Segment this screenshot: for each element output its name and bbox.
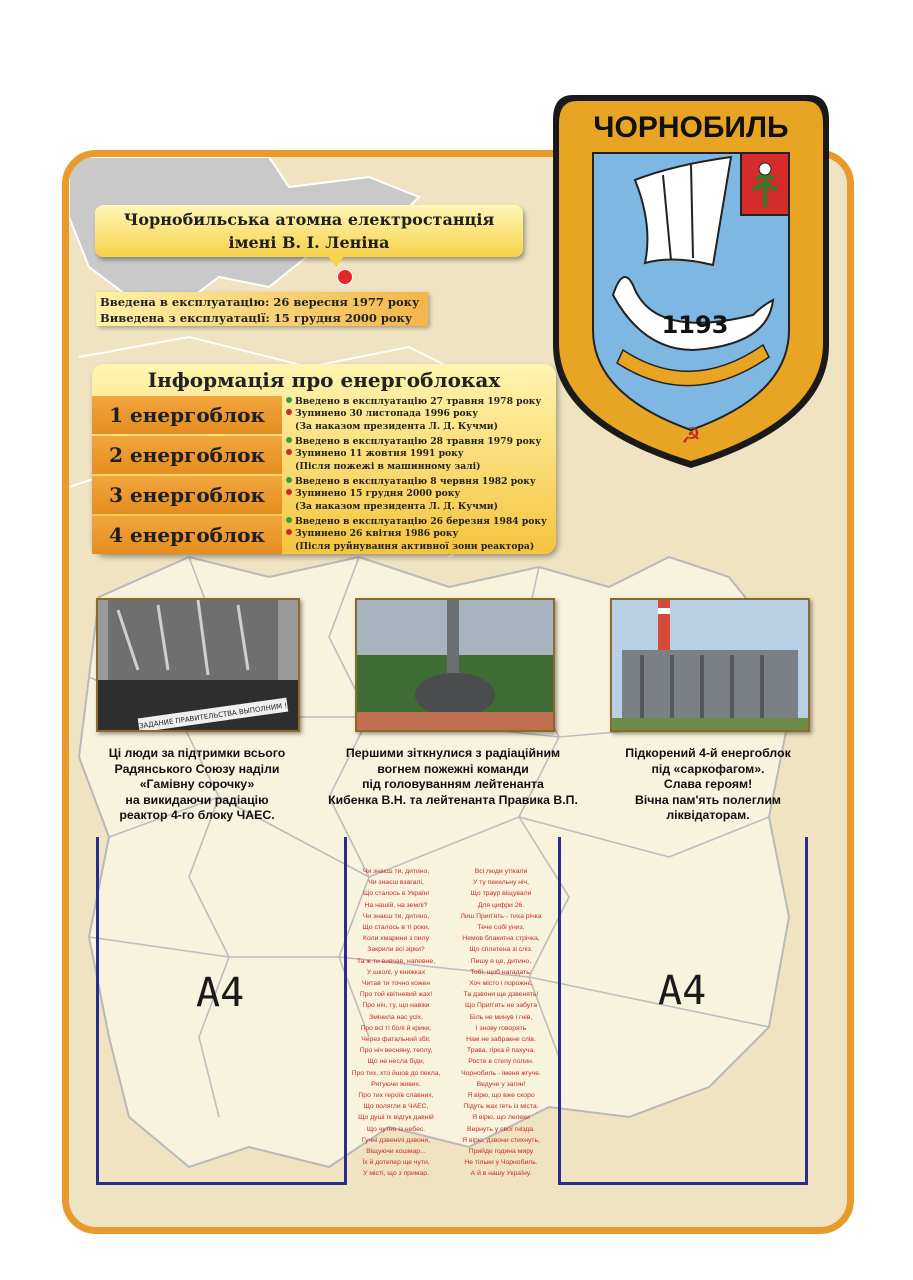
station-title-line1: Чорнобильська атомна електростанція (123, 210, 495, 229)
commissioned-date: Введена в експлуатацію: 26 вересня 1977 року (100, 295, 420, 309)
emblem-year: 1193 (661, 311, 729, 339)
poem-column-2: Всі люди утікали У ту пекельну ніч, Що траур віщували Для цифри 26. Лиш Прип'ять - тиха річка Тече собі униз, Немов блакитна стрічка, Що сплетена зі сліз. Пишу я це, дитино, Тобі, щоб нагадать: Хоч місто і порожнє, Та дзвони ще дзвенять! Що Прип'ять не забута Біль не минув і гнів, І знову говорять Нам не забракне слів. Трава, гірка й пахуча, Росте в степу полин. Чорнобиль - іменя жгуче. Ведуче у загин! Я вірю, що вже скоро Підуть жах геть із міста. Я вірю, що лелеки Вернуть у свої гнізда. Я вірю, дзвони стихнуть, Прийде година миру Не тільки у Чорнобиль. А й в нашу Україну. (460, 868, 542, 1178)
red-dot-icon (286, 489, 292, 495)
firefighters-memorial-photo (355, 598, 555, 732)
unit-row (92, 516, 556, 554)
operation-dates (96, 292, 428, 326)
emblem-name: ЧОРНОБИЛЬ (593, 111, 789, 144)
hammer-sickle-icon: ☭ (681, 424, 701, 449)
photo-caption: Першими зіткнулися з радіаційним вогнем пожежні команди під головуванням лейтенанта Кибенка В.Н. та лейтенанта Правика В.П. (328, 746, 578, 807)
photo-banner: ЗАДАНИЕ ПРАВИТЕЛЬСТВА ВЫПОЛНИМ ! (138, 701, 288, 730)
unit-note: (Після руйнування активної зони реактора) (295, 540, 535, 552)
unit-note: (Після пожежі в машинному залі) (295, 460, 481, 472)
power-units-title: Інформація про енергоблоках (147, 368, 501, 392)
a4-label-left: А4 (196, 970, 245, 1016)
decommissioned-date: Виведена з експлуатації: 15 грудня 2000 року (100, 311, 413, 325)
unit-name: 4 енергоблок (92, 516, 282, 554)
red-dot-icon (286, 449, 292, 455)
green-dot-icon (286, 517, 292, 523)
unit-name: 3 енергоблок (92, 476, 282, 514)
green-dot-icon (286, 397, 292, 403)
chornobyl-coat-of-arms (553, 95, 829, 468)
red-dot-icon (286, 409, 292, 415)
photo-caption: Підкорений 4-й енергоблок під «саркофагом». Слава героям! Вічна пам'ять полеглим ліквідаторам. (625, 746, 791, 822)
unit-stop: Зупинено 11 жовтня 1991 року (295, 448, 464, 460)
green-dot-icon (286, 437, 292, 443)
unit-row (92, 476, 556, 514)
a4-label-right: А4 (658, 968, 707, 1014)
station-title-box (95, 205, 523, 257)
poem-column-1: Чи знаєш ти, дитино, Чи знаєш взагалі, Що сталось в Україні На нашій, на землі? Чи знаєш ти, дитино, Що сталось в ті роки, Коли хмарини з пилу Закрили всі зірки? Та ж ти вивчав, напевне, У школі, у книжках Читав ти точно кожен Про той квітневий жах! Про ніч, ту, що навіки Змінила нас усіх, Про всі ті болі й крики, Через фатальний збіг. Про ніч весняну, теплу, Що не несла біди, Про тих, хто йшов до пекла, Рятуючи живих. Про тих героїв славних, Що полягли в ЧАЕС, Що душі їх відгук давній Що чутно із небес. Гучні дзвенілі дзвони, Віщуючи кошмар... Їх й дотепер ще чути, У місті, що з примар. (351, 868, 441, 1178)
unit-name: 1 енергоблок (92, 396, 282, 434)
unit-start: Введено в експлуатацію 28 травня 1979 року (295, 436, 542, 447)
photo-caption: Ці люди за підтримки всього Радянського Союзу наділи «Гамівну сорочку» на викидаючи радіацію реактор 4-го блоку ЧАЕС. (108, 746, 286, 822)
green-dot-icon (286, 477, 292, 483)
unit-stop: Зупинено 26 квітня 1986 року (295, 528, 459, 540)
unit-start: Введено в експлуатацію 27 травня 1978 року (295, 396, 542, 407)
unit-row (92, 396, 556, 434)
power-units-panel (92, 364, 556, 554)
unit-start: Введено в експлуатацію 8 червня 1982 року (295, 476, 536, 487)
unit-name: 2 енергоблок (92, 436, 282, 474)
unit-stop: Зупинено 15 грудня 2000 року (295, 488, 461, 500)
unit-stop: Зупинено 30 листопада 1996 року (295, 408, 479, 420)
unit-note: (За наказом президента Л. Д. Кучми) (295, 500, 498, 512)
liquidators-photo (96, 598, 300, 732)
unit-note: (За наказом президента Л. Д. Кучми) (295, 420, 498, 432)
callout-tail (327, 255, 345, 267)
red-dot-icon (286, 529, 292, 535)
unit-row (92, 436, 556, 474)
station-title-line2: імені В. І. Леніна (228, 233, 390, 252)
sarcophagus-photo (610, 598, 810, 732)
unit-start: Введено в експлуатацію 26 березня 1984 року (295, 516, 547, 527)
station-location-marker (337, 269, 353, 285)
